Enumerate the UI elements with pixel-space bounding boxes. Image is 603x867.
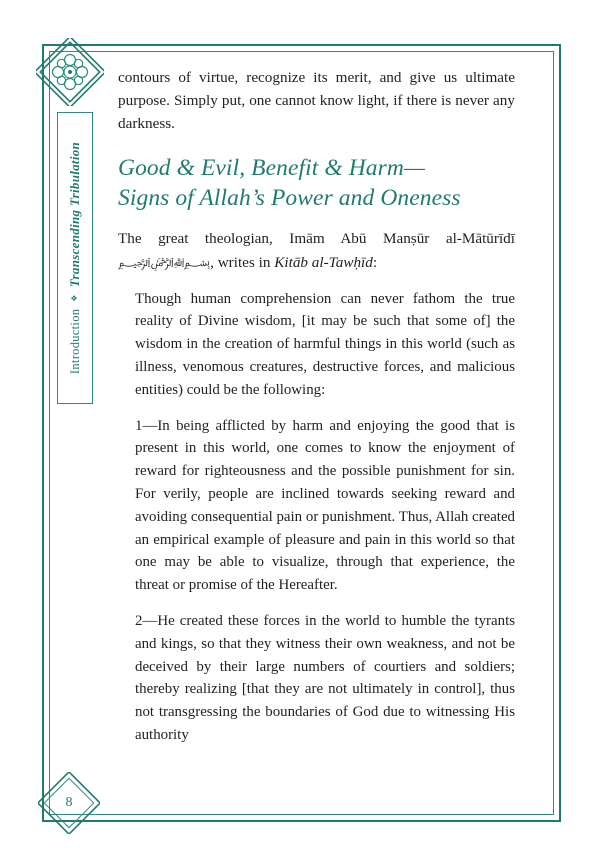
- attribution-tail-text: :: [372, 253, 378, 271]
- text-column: [118, 66, 515, 747]
- section-heading-line-1: Good & Evil, Benefit & Harm—: [118, 155, 425, 182]
- running-head: [57, 112, 93, 404]
- attribution-paragraph: [118, 227, 515, 273]
- running-head-book-title: Transcending Tribulation: [67, 141, 82, 288]
- cited-work-title: Kitāb al-Tawḥīd: [274, 253, 373, 271]
- quote-paragraph: 1—In being afflicted by harm and enjoying the good that is present in this world, one comes to know the enjoyment of reward for righteousness and the possible punishment for sin. For verily, people are inclined towards seeking reward and avoiding consequential pain or punishment. Thus, Allah created an empirical example of pleasure and pain in this world so that one may be able to visualize, through that experience, the threat or promise of the Hereafter.: [135, 417, 515, 594]
- lead-paragraph: contours of virtue, recognize its merit, and give us ultimate purpose. Simply put, one cannot know light, if there is never any darkness.: [118, 69, 515, 133]
- attribution-mid-text: , writes in: [210, 253, 275, 271]
- ornament-medallion-icon: [36, 38, 104, 106]
- diamond-separator-icon: ❖: [69, 294, 79, 302]
- section-heading: [118, 153, 515, 213]
- running-head-chapter: Introduction: [67, 308, 82, 375]
- page-number: 8: [65, 795, 73, 810]
- section-heading-line-2: Signs of Allah’s Power and Oneness: [118, 185, 461, 212]
- honorific-glyph: ﷽: [118, 254, 211, 269]
- block-quote: [135, 288, 515, 747]
- quote-paragraph: Though human comprehension can never fathom the true reality of Divine wisdom, [it may be such that some of] the wisdom in the creation of harmful things in this world (such as illness, venomous creatures, destructive forces, and malicious entities) could be the following:: [135, 290, 515, 398]
- quote-paragraph: 2—He created these forces in the world to humble the tyrants and kings, so that they witness their own weakness, and not be deceived by their large numbers of courtiers and soldiers; thereby realizing [that they are not ultimately in control], thus not transgressing the boundaries of God due to witnessing His authority: [135, 612, 515, 743]
- attribution-lead-text: The great theologian, Imām Abū Manṣūr al-Mātūrīdī: [118, 230, 515, 248]
